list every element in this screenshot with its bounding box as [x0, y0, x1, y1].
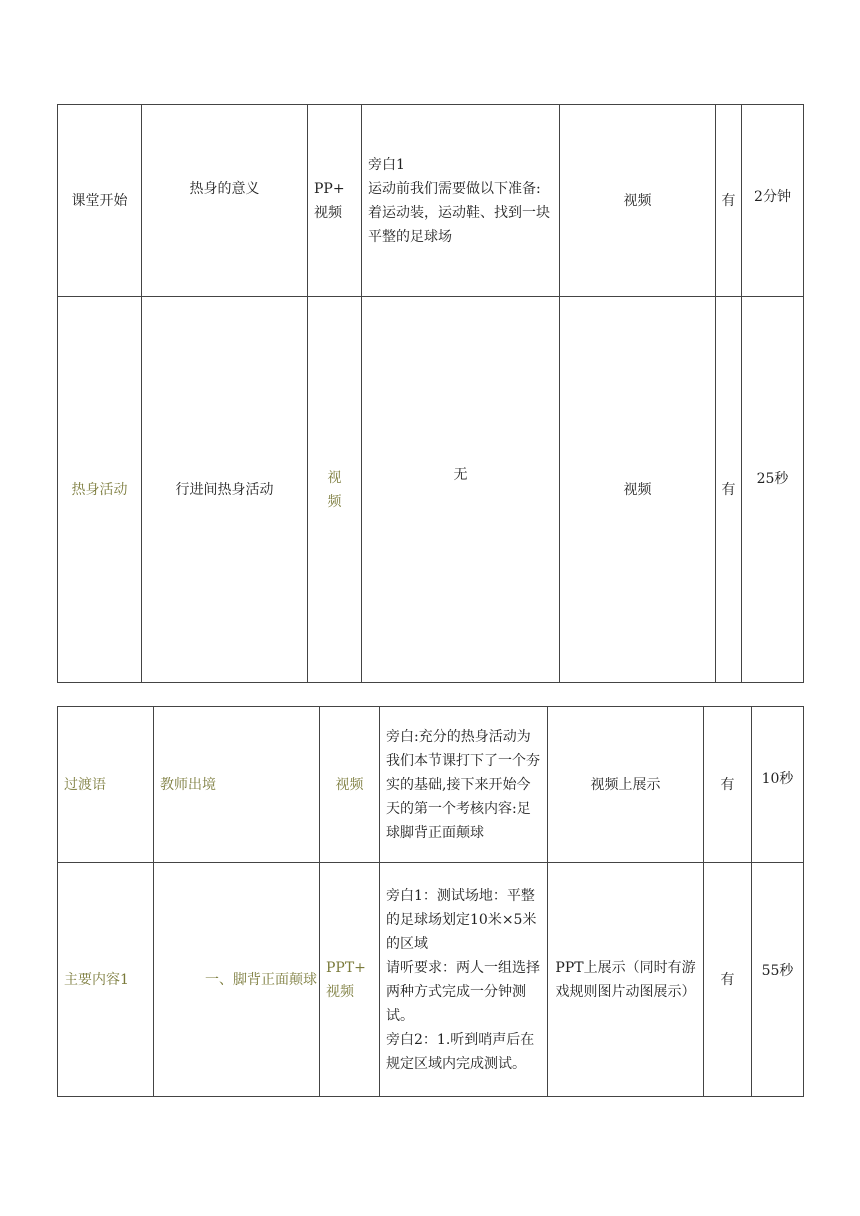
table-row [58, 297, 804, 683]
display-cell: 视频 [560, 105, 716, 297]
format-cell: PP+ 视频 [308, 105, 362, 297]
has-cell: 有 [704, 707, 752, 863]
segment-cell: 过渡语 [58, 707, 154, 863]
format-cell: PPT+ 视频 [320, 863, 380, 1097]
table-row [58, 707, 804, 863]
narration-cell: 旁白1：测试场地：平整的足球场划定10米×5米的区域 请听要求：两人一组选择两种方式完成一分钟测试。 旁白2：1.听到哨声后在规定区域内完成测试。 [380, 863, 548, 1097]
duration-cell: 2分钟 [742, 105, 804, 297]
format-cell: 视 频 [308, 297, 362, 683]
content-cell: 一、脚背正面颠球 [154, 863, 320, 1097]
lesson-table-1 [57, 104, 804, 683]
content-cell: 教师出境 [154, 707, 320, 863]
has-cell: 有 [716, 105, 742, 297]
segment-cell: 课堂开始 [58, 105, 142, 297]
duration-cell: 55秒 [752, 863, 804, 1097]
display-cell: 视频上展示 [548, 707, 704, 863]
duration-cell: 10秒 [752, 707, 804, 863]
content-cell: 热身的意义 [142, 105, 308, 297]
narration-cell: 旁白:充分的热身活动为我们本节课打下了一个夯实的基础,接下来开始今天的第一个考核内容:足球脚背正面颠球 [380, 707, 548, 863]
segment-cell: 热身活动 [58, 297, 142, 683]
table-row [58, 863, 804, 1097]
format-cell: 视频 [320, 707, 380, 863]
has-cell: 有 [704, 863, 752, 1097]
duration-cell: 25秒 [742, 297, 804, 683]
display-cell: PPT上展示（同时有游戏规则图片动图展示） [548, 863, 704, 1097]
has-cell: 有 [716, 297, 742, 683]
narration-cell: 无 [362, 297, 560, 683]
lesson-table-2 [57, 706, 804, 1097]
display-cell: 视频 [560, 297, 716, 683]
content-cell: 行进间热身活动 [142, 297, 308, 683]
table-row [58, 105, 804, 297]
segment-cell: 主要内容1 [58, 863, 154, 1097]
narration-cell: 旁白1 运动前我们需要做以下准备: 着运动装，运动鞋、找到一块平整的足球场 [362, 105, 560, 297]
